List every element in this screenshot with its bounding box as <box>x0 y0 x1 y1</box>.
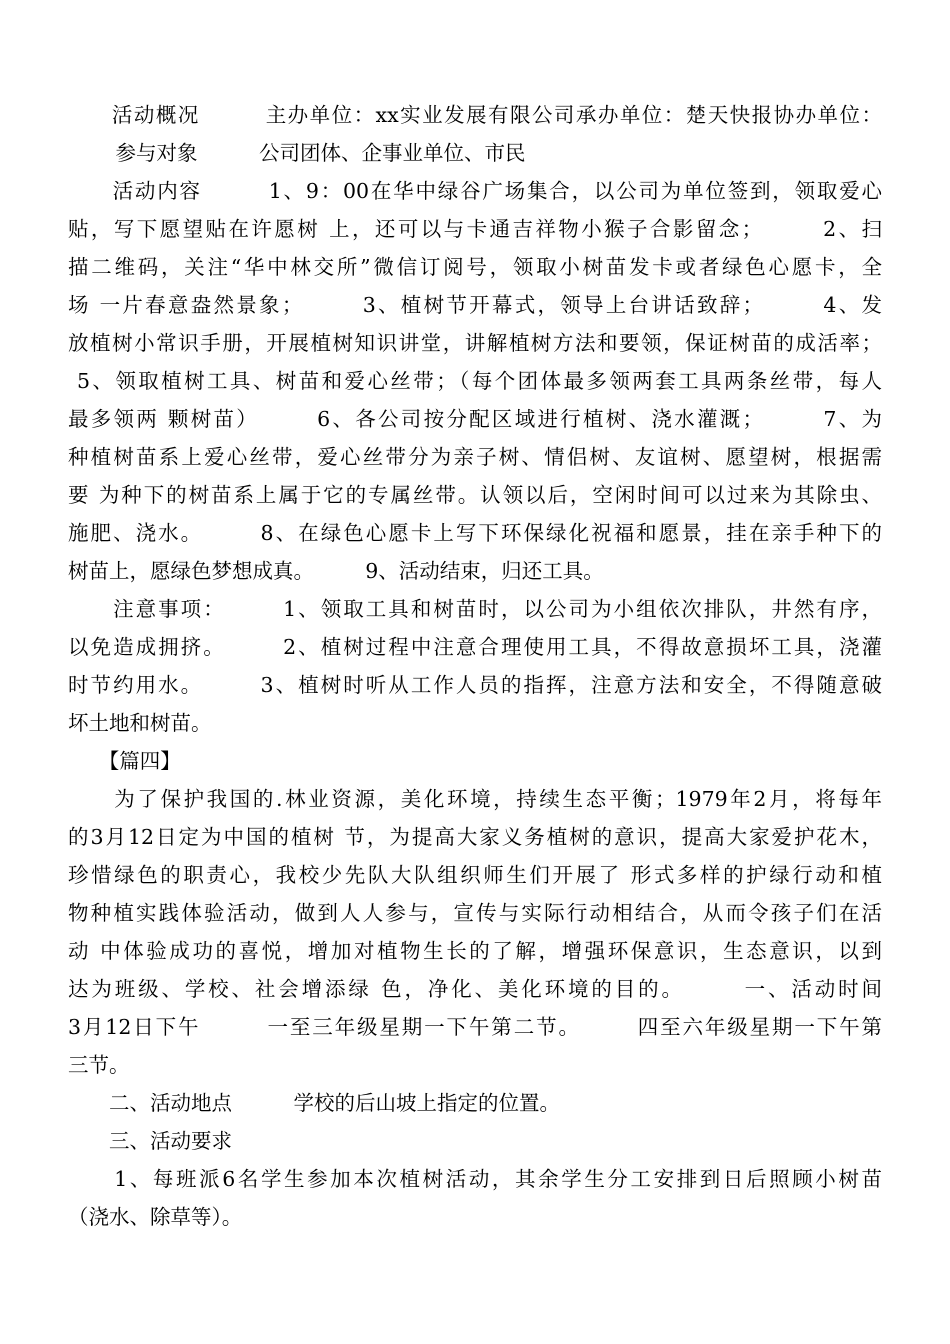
text-line: 放植树小常识手册，开展植树知识讲堂，讲解植树方法和要领，保证树苗的成活率； <box>68 331 882 355</box>
text-line: 物种植实践体验活动，做到人人参与，宣传与实际行动相结合，从而令孩子们在活 <box>68 901 882 925</box>
text-line: 坏土地和树苗。 <box>68 711 212 735</box>
text-line: 的3月12日定为中国的植树 节，为提高大家义务植树的意识，提高大家爱护花木， <box>68 825 882 849</box>
text-line: 以免造成拥挤。 2、植树过程中注意合理使用工具，不得故意损坏工具，浇灌 <box>68 635 882 659</box>
text-line: 描二维码，关注“华中林交所”微信订阅号，领取小树苗发卡或者绿色心愿卡，全 <box>68 255 882 279</box>
text-line: 5、领取植树工具、树苗和爱心丝带；（每个团体最多领两套工具两条丝带，每人 <box>68 369 882 393</box>
section-heading: 【篇四】 <box>68 749 181 773</box>
text-line: 珍惜绿色的职责心，我校少先队大队组织师生们开展了 形式多样的护绿行动和植 <box>68 863 882 887</box>
text-line: 要 为种下的树苗系上属于它的专属丝带。认领以后，空闲时间可以过来为其除虫、 <box>68 483 882 507</box>
text-line: 动 中体验成功的喜悦，增加对植物生长的了解，增强环保意识，生态意识，以到 <box>68 939 882 963</box>
text-line: 为了保护我国的.林业资源，美化环境，持续生态平衡；1979年2月，将每年 <box>68 787 882 811</box>
text-line: 三节。 <box>68 1053 130 1077</box>
text-line: 注意事项： 1、领取工具和树苗时，以公司为小组依次排队，井然有序， <box>68 597 882 621</box>
text-line: 活动概况 主办单位：xx实业发展有限公司承办单位：楚天快报协办单位： <box>68 103 882 127</box>
text-line: 时节约用水。 3、植树时听从工作人员的指挥，注意方法和安全，不得随意破 <box>68 673 882 697</box>
text-line: 最多领两 颗树苗） 6、各公司按分配区域进行植树、浇水灌溉； 7、为 <box>68 407 882 431</box>
text-line: 贴，写下愿望贴在许愿树 上，还可以与卡通吉祥物小猴子合影留念； 2、扫 <box>68 217 882 241</box>
text-line: 场 一片春意盎然景象； 3、植树节开幕式，领导上台讲话致辞； 4、发 <box>68 293 882 317</box>
text-line: 活动内容 1、9：00在华中绿谷广场集合，以公司为单位签到，领取爱心 <box>68 179 882 203</box>
text-line: 三、活动要求 <box>68 1129 232 1153</box>
text-line: 参与对象 公司团体、企事业单位、市民 <box>68 141 526 165</box>
text-line: 施肥、浇水。 8、在绿色心愿卡上写下环保绿化祝福和愿景，挂在亲手种下的 <box>68 521 882 545</box>
text-line: 二、活动地点 学校的后山坡上指定的位置。 <box>68 1091 560 1115</box>
text-line: 种植树苗系上爱心丝带，爱心丝带分为亲子树、情侣树、友谊树、愿望树，根据需 <box>68 445 882 469</box>
text-line: （浇水、除草等）。 <box>68 1205 243 1229</box>
text-line: 1、每班派6名学生参加本次植树活动，其余学生分工安排到日后照顾小树苗 <box>68 1167 882 1191</box>
text-line: 3月12日下午 一至三年级星期一下午第二节。 四至六年级星期一下午第 <box>68 1015 882 1039</box>
text-line: 达为班级、学校、社会增添绿 色，净化、美化环境的目的。 一、活动时间 <box>68 977 882 1001</box>
text-line: 树苗上，愿绿色梦想成真。 9、活动结束，归还工具。 <box>68 559 604 583</box>
